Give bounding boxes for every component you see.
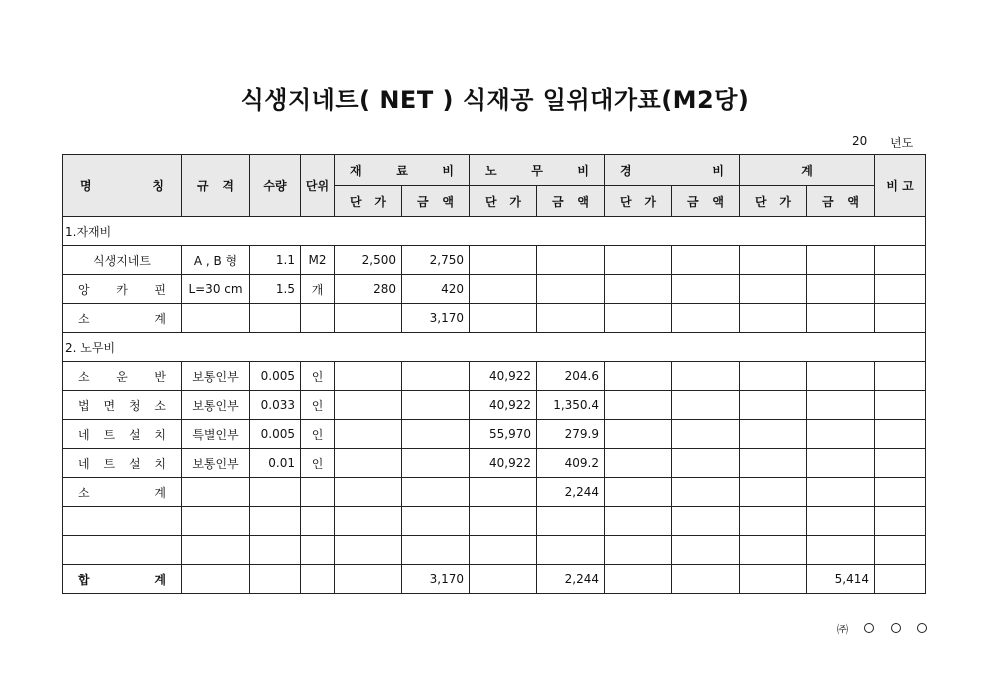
labor-unit-price bbox=[470, 565, 537, 594]
circle-icon bbox=[864, 623, 874, 633]
header-name: 명 칭 bbox=[63, 155, 182, 217]
circle-icon bbox=[891, 623, 901, 633]
item-qty: 0.005 bbox=[250, 420, 301, 449]
material-amount bbox=[402, 478, 470, 507]
item-unit: 인 bbox=[301, 420, 335, 449]
item-name: 네 트 설 치 bbox=[63, 420, 182, 449]
material-unit-price bbox=[335, 391, 402, 420]
header-amount: 금 액 bbox=[807, 186, 875, 217]
remarks-cell bbox=[875, 246, 926, 275]
total-amount bbox=[807, 246, 875, 275]
labor-unit-price: 40,922 bbox=[470, 391, 537, 420]
table-row bbox=[63, 275, 926, 304]
total-unit-price bbox=[740, 275, 807, 304]
total-unit-price bbox=[740, 565, 807, 594]
total-unit-price bbox=[740, 536, 807, 565]
labor-amount: 2,244 bbox=[537, 478, 605, 507]
expense-amount bbox=[672, 536, 740, 565]
remarks-cell bbox=[875, 362, 926, 391]
item-spec: 보통인부 bbox=[182, 362, 250, 391]
labor-amount: 1,350.4 bbox=[537, 391, 605, 420]
item-spec: A , B 형 bbox=[182, 246, 250, 275]
table-row bbox=[63, 565, 926, 594]
labor-amount: 2,244 bbox=[537, 565, 605, 594]
labor-unit-price bbox=[470, 275, 537, 304]
header-spec: 규 격 bbox=[182, 155, 250, 217]
expense-amount bbox=[672, 391, 740, 420]
expense-amount bbox=[672, 420, 740, 449]
header-remarks: 비 고 bbox=[875, 155, 926, 217]
material-unit-price bbox=[335, 536, 402, 565]
remarks-cell bbox=[875, 449, 926, 478]
item-qty: 0.01 bbox=[250, 449, 301, 478]
section-label: 2. 노무비 bbox=[63, 333, 926, 362]
header-amount: 금 액 bbox=[402, 186, 470, 217]
header-unit-price: 단 가 bbox=[470, 186, 537, 217]
header-expense: 경 비 bbox=[605, 155, 740, 186]
labor-amount bbox=[537, 246, 605, 275]
item-qty bbox=[250, 565, 301, 594]
table-row bbox=[63, 449, 926, 478]
labor-amount bbox=[537, 304, 605, 333]
total-amount bbox=[807, 362, 875, 391]
header-labor: 노 무 비 bbox=[470, 155, 605, 186]
material-unit-price bbox=[335, 362, 402, 391]
material-amount bbox=[402, 507, 470, 536]
labor-amount bbox=[537, 536, 605, 565]
item-qty: 1.1 bbox=[250, 246, 301, 275]
header-unit-price: 단 가 bbox=[740, 186, 807, 217]
footer-seal bbox=[837, 621, 927, 637]
material-amount bbox=[402, 391, 470, 420]
item-unit bbox=[301, 304, 335, 333]
material-unit-price bbox=[335, 304, 402, 333]
labor-unit-price: 40,922 bbox=[470, 362, 537, 391]
material-amount: 2,750 bbox=[402, 246, 470, 275]
expense-unit-price bbox=[605, 507, 672, 536]
material-amount bbox=[402, 449, 470, 478]
table-row bbox=[63, 478, 926, 507]
item-spec bbox=[182, 478, 250, 507]
material-unit-price bbox=[335, 507, 402, 536]
material-amount bbox=[402, 536, 470, 565]
item-name: 법 면 청 소 bbox=[63, 391, 182, 420]
material-unit-price bbox=[335, 449, 402, 478]
item-unit bbox=[301, 478, 335, 507]
item-unit: M2 bbox=[301, 246, 335, 275]
year-label: 년도 bbox=[890, 136, 914, 150]
total-amount bbox=[807, 275, 875, 304]
material-unit-price bbox=[335, 478, 402, 507]
total-unit-price bbox=[740, 507, 807, 536]
total-amount bbox=[807, 391, 875, 420]
labor-unit-price: 55,970 bbox=[470, 420, 537, 449]
item-spec bbox=[182, 304, 250, 333]
item-spec: 특별인부 bbox=[182, 420, 250, 449]
expense-unit-price bbox=[605, 304, 672, 333]
total-unit-price bbox=[740, 304, 807, 333]
remarks-cell bbox=[875, 275, 926, 304]
table-row bbox=[63, 362, 926, 391]
material-unit-price bbox=[335, 565, 402, 594]
table-row bbox=[63, 246, 926, 275]
page-title: 식생지네트( NET ) 식재공 일위대가표(M2당) bbox=[240, 86, 750, 114]
expense-unit-price bbox=[605, 246, 672, 275]
table-cell bbox=[63, 507, 182, 536]
header-qty: 수량 bbox=[250, 155, 301, 217]
total-unit-price bbox=[740, 246, 807, 275]
expense-unit-price bbox=[605, 565, 672, 594]
total-amount bbox=[807, 536, 875, 565]
section-row bbox=[63, 217, 926, 246]
material-amount: 420 bbox=[402, 275, 470, 304]
item-unit bbox=[301, 565, 335, 594]
remarks-cell bbox=[875, 304, 926, 333]
section-row bbox=[63, 333, 926, 362]
expense-amount bbox=[672, 246, 740, 275]
remarks-cell bbox=[875, 536, 926, 565]
labor-amount bbox=[537, 275, 605, 304]
section-label: 1.자재비 bbox=[63, 217, 926, 246]
remarks-cell bbox=[875, 478, 926, 507]
item-spec bbox=[182, 507, 250, 536]
total-unit-price bbox=[740, 362, 807, 391]
total-amount bbox=[807, 449, 875, 478]
total-amount bbox=[807, 507, 875, 536]
expense-amount bbox=[672, 449, 740, 478]
header-unit-price: 단 가 bbox=[335, 186, 402, 217]
item-name: 합 계 bbox=[63, 565, 182, 594]
material-unit-price: 2,500 bbox=[335, 246, 402, 275]
item-name: 소 계 bbox=[63, 304, 182, 333]
labor-unit-price bbox=[470, 478, 537, 507]
total-amount bbox=[807, 304, 875, 333]
remarks-cell bbox=[875, 420, 926, 449]
total-amount bbox=[807, 420, 875, 449]
item-unit: 인 bbox=[301, 391, 335, 420]
expense-unit-price bbox=[605, 391, 672, 420]
item-name: 소 운 반 bbox=[63, 362, 182, 391]
item-spec bbox=[182, 536, 250, 565]
expense-unit-price bbox=[605, 420, 672, 449]
material-amount bbox=[402, 362, 470, 391]
year-number: 20 bbox=[852, 134, 868, 148]
table-row bbox=[63, 304, 926, 333]
item-unit bbox=[301, 507, 335, 536]
header-total: 계 bbox=[740, 155, 875, 186]
item-qty bbox=[250, 304, 301, 333]
item-spec: 보통인부 bbox=[182, 449, 250, 478]
expense-amount bbox=[672, 565, 740, 594]
labor-unit-price: 40,922 bbox=[470, 449, 537, 478]
labor-amount bbox=[537, 507, 605, 536]
table-cell bbox=[63, 536, 182, 565]
item-name: 식생지네트 bbox=[63, 246, 182, 275]
remarks-cell bbox=[875, 391, 926, 420]
remarks-cell bbox=[875, 507, 926, 536]
material-amount: 3,170 bbox=[402, 304, 470, 333]
expense-amount bbox=[672, 507, 740, 536]
expense-unit-price bbox=[605, 275, 672, 304]
table-row bbox=[63, 507, 926, 536]
item-qty bbox=[250, 478, 301, 507]
material-amount bbox=[402, 420, 470, 449]
total-unit-price bbox=[740, 420, 807, 449]
item-qty: 0.005 bbox=[250, 362, 301, 391]
table-row bbox=[63, 391, 926, 420]
labor-amount: 279.9 bbox=[537, 420, 605, 449]
labor-amount: 204.6 bbox=[537, 362, 605, 391]
labor-unit-price bbox=[470, 536, 537, 565]
item-name: 앙 카 핀 bbox=[63, 275, 182, 304]
labor-unit-price bbox=[470, 246, 537, 275]
labor-unit-price bbox=[470, 507, 537, 536]
header-unit: 단위 bbox=[301, 155, 335, 217]
table-row bbox=[63, 420, 926, 449]
material-unit-price bbox=[335, 420, 402, 449]
expense-amount bbox=[672, 275, 740, 304]
item-spec: L=30 cm bbox=[182, 275, 250, 304]
remarks-cell bbox=[875, 565, 926, 594]
total-unit-price bbox=[740, 478, 807, 507]
total-unit-price bbox=[740, 391, 807, 420]
expense-unit-price bbox=[605, 536, 672, 565]
item-unit: 개 bbox=[301, 275, 335, 304]
total-amount bbox=[807, 478, 875, 507]
total-unit-price bbox=[740, 449, 807, 478]
material-amount: 3,170 bbox=[402, 565, 470, 594]
header-amount: 금 액 bbox=[672, 186, 740, 217]
item-qty: 1.5 bbox=[250, 275, 301, 304]
labor-unit-price bbox=[470, 304, 537, 333]
item-spec bbox=[182, 565, 250, 594]
item-qty: 0.033 bbox=[250, 391, 301, 420]
item-unit bbox=[301, 536, 335, 565]
item-name: 소 계 bbox=[63, 478, 182, 507]
table-row bbox=[63, 536, 926, 565]
header-unit-price: 단 가 bbox=[605, 186, 672, 217]
item-qty bbox=[250, 507, 301, 536]
item-unit: 인 bbox=[301, 362, 335, 391]
expense-amount bbox=[672, 362, 740, 391]
header-amount: 금 액 bbox=[537, 186, 605, 217]
header-row bbox=[63, 155, 926, 186]
labor-amount: 409.2 bbox=[537, 449, 605, 478]
expense-amount bbox=[672, 304, 740, 333]
expense-unit-price bbox=[605, 362, 672, 391]
total-amount: 5,414 bbox=[807, 565, 875, 594]
item-spec: 보통인부 bbox=[182, 391, 250, 420]
item-unit: 인 bbox=[301, 449, 335, 478]
expense-amount bbox=[672, 478, 740, 507]
expense-unit-price bbox=[605, 478, 672, 507]
corporation-mark: ㈜ bbox=[837, 623, 848, 636]
expense-unit-price bbox=[605, 449, 672, 478]
material-unit-price: 280 bbox=[335, 275, 402, 304]
item-qty bbox=[250, 536, 301, 565]
item-name: 네 트 설 치 bbox=[63, 449, 182, 478]
circle-icon bbox=[917, 623, 927, 633]
unit-cost-table bbox=[62, 154, 926, 594]
header-material: 재 료 비 bbox=[335, 155, 470, 186]
